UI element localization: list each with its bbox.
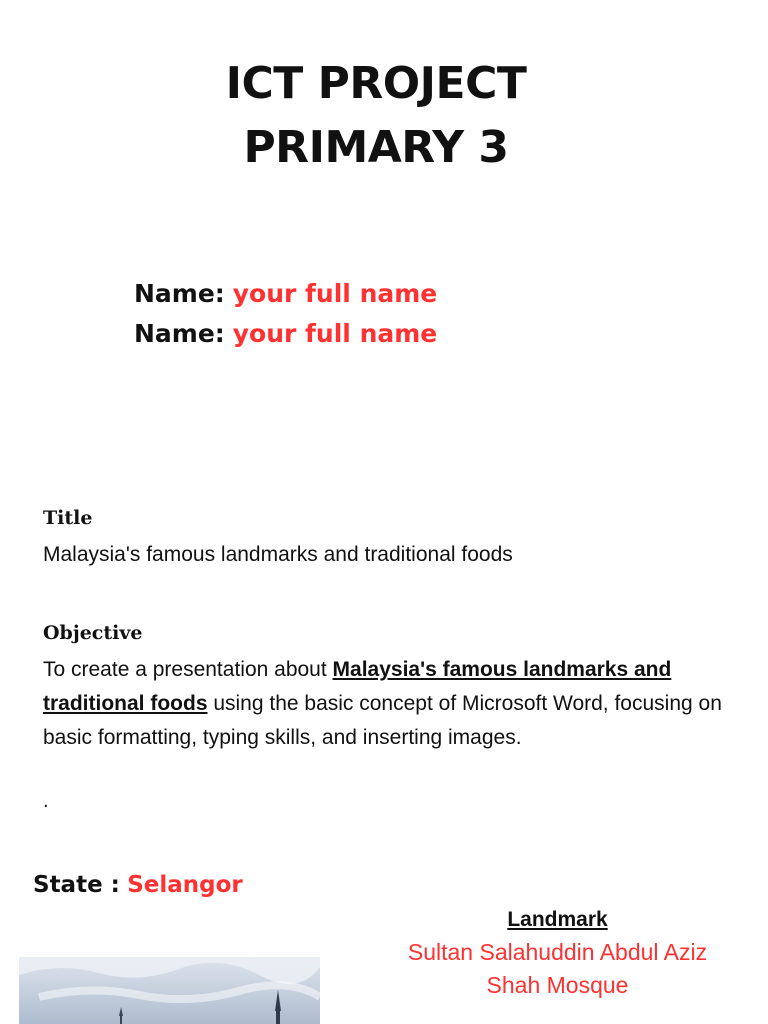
state-line: [33, 872, 243, 898]
names-block: [134, 274, 437, 354]
name-row-1: [134, 274, 437, 314]
title-heading: Title: [43, 507, 93, 529]
objective-heading: Objective: [43, 622, 143, 644]
landmark-heading: Landmark: [507, 908, 608, 931]
page-title-line-1: ICT PROJECT: [225, 58, 527, 109]
objective-emphasis: Malaysia's famous landmarks and traditional foods: [43, 658, 672, 715]
mosque-photo-illustration: [19, 957, 320, 1024]
name-value: your full name: [232, 279, 438, 308]
objective-text-end: using the basic concept of Microsoft Word, focusing on basic formatting, typing skills, and inserting images.: [43, 692, 722, 749]
objective-text: [43, 653, 743, 755]
objective-text-start: To create a presentation about: [43, 658, 333, 681]
name-value: your full name: [232, 319, 438, 348]
stray-period: .: [43, 790, 49, 812]
page-title: [0, 52, 752, 180]
mosque-photo: [19, 957, 320, 1024]
page-title-line-2: PRIMARY 3: [243, 122, 509, 173]
name-label: Name:: [134, 319, 225, 348]
title-text: Malaysia's famous landmarks and traditional foods: [43, 543, 513, 566]
state-value: Selangor: [127, 872, 243, 898]
name-label: Name:: [134, 279, 225, 308]
landmark-block: [380, 904, 735, 1002]
state-label: State :: [33, 872, 120, 898]
name-row-2: [134, 314, 437, 354]
landmark-name: Sultan Salahuddin Abdul Aziz Shah Mosque: [407, 939, 708, 998]
